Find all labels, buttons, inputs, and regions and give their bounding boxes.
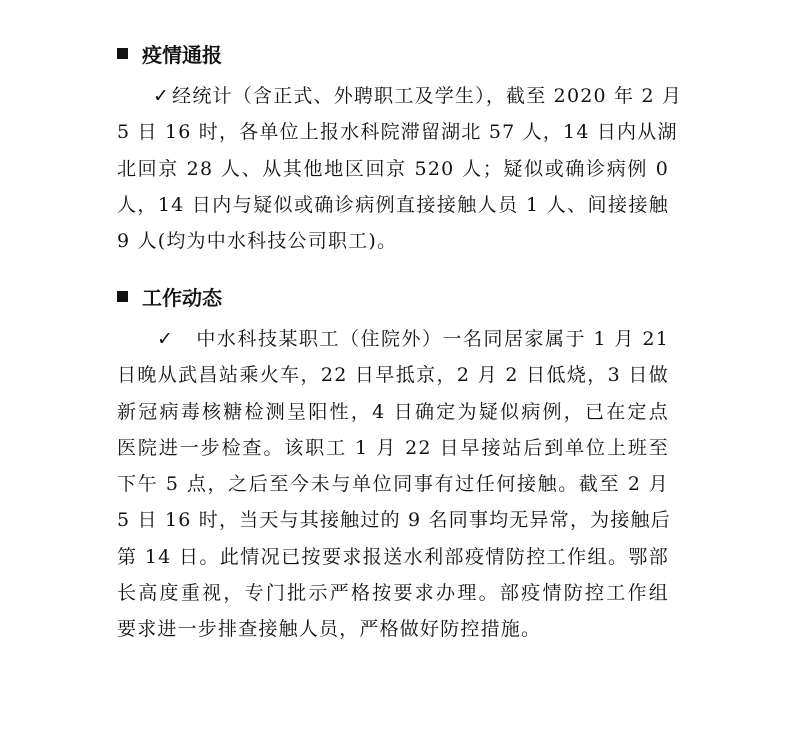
text-line: 长高度重视，专门批示严格按要求办理。部疫情防控工作组 — [117, 582, 669, 605]
text-line: 5 日 16 时，各单位上报水科院滞留湖北 57 人，14 日内从湖 — [117, 121, 678, 144]
section-title: 工作动态 — [142, 285, 222, 310]
checkmark-icon: ✓ — [153, 85, 171, 107]
square-bullet-icon — [117, 48, 128, 59]
text-line: 北回京 28 人、从其他地区回京 520 人；疑似或确诊病例 0 — [117, 157, 669, 180]
section-title: 疫情通报 — [142, 42, 222, 67]
line-text: 中水科技某职工（住院外）一名同居家属于 1 月 21 — [196, 328, 669, 350]
text-line: 人，14 日内与疑似或确诊病例直接接触人员 1 人、间接接触 — [117, 193, 669, 216]
line-text: 经统计（含正式、外聘职工及学生），截至 2020 年 2 月 — [172, 85, 683, 107]
work-updates-paragraph — [117, 321, 669, 648]
text-line: 下午 5 点，之后至今未与单位同事有过任何接触。截至 2 月 — [117, 473, 669, 496]
section-heading-epidemic-report — [117, 38, 222, 68]
text-line: 第 14 日。此情况已按要求报送水利部疫情防控工作组。鄂部 — [117, 545, 669, 568]
text-line — [117, 78, 683, 114]
square-bullet-icon — [117, 291, 128, 302]
text-line: 新冠病毒核糖检测呈阳性，4 日确定为疑似病例，已在定点 — [117, 400, 669, 423]
text-line: 要求进一步排查接触人员，严格做好防控措施。 — [117, 618, 542, 641]
text-line — [117, 321, 669, 357]
text-line: 9 人(均为中水科技公司职工)。 — [117, 230, 398, 253]
section-heading-work-updates — [117, 281, 222, 311]
text-line: 日晚从武昌站乘火车，22 日早抵京，2 月 2 日低烧，3 日做 — [117, 364, 669, 387]
text-line: 5 日 16 时，当天与其接触过的 9 名同事均无异常，为接触后 — [117, 509, 671, 532]
epidemic-report-paragraph — [117, 78, 683, 259]
checkmark-icon: ✓ — [157, 328, 175, 350]
text-line: 医院进一步检查。该职工 1 月 22 日早接站后到单位上班至 — [117, 436, 669, 459]
